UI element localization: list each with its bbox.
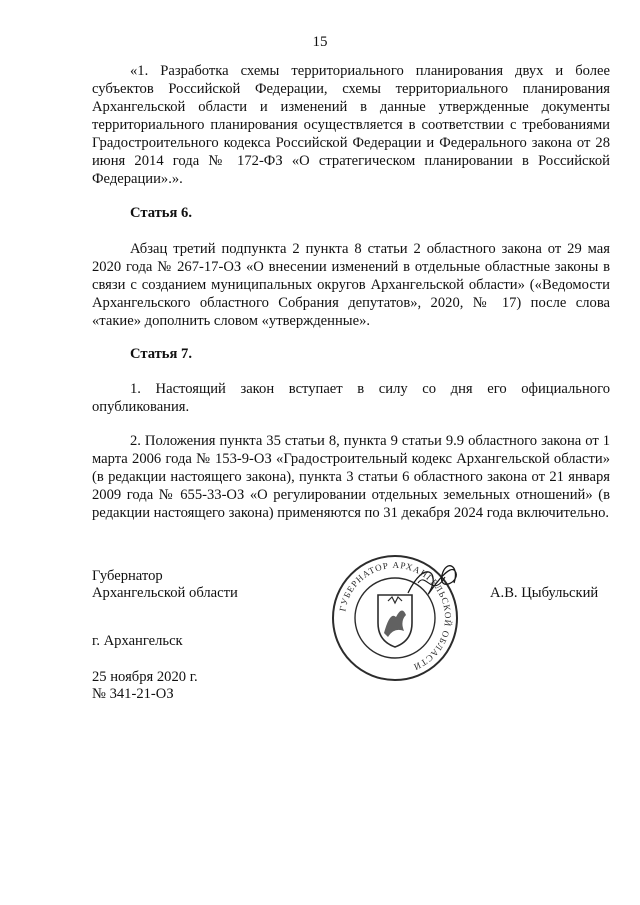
page-number: 15 [312, 34, 328, 50]
paragraph-article-7-item-1: 1. Настоящий закон вступает в силу со дня его официального опубликования. [92, 381, 610, 415]
signatory-title-line-2: Архангельской области [92, 585, 238, 601]
law-number: № 341-21-ОЗ [92, 686, 174, 702]
heading-article-7: Статья 7. [130, 346, 192, 362]
paragraph-amendment-text: «1. Разработка схемы территориального планирования двух и более субъектов Российской Федерации, схемы территориального планирования Архангельской области и изменений в данные утвержденные документы территориального планирования осуществляется в соответствии с требованиями Градостроительного кодекса Российской Федерации и Федерального закона от 28 июня 2014 года № 172-ФЗ «О стратегическом планировании в Российской Федерации».». [92, 63, 610, 187]
city: г. Архангельск [92, 633, 183, 649]
law-date: 25 ноября 2020 г. [92, 669, 198, 685]
heading-article-6: Статья 6. [130, 205, 192, 221]
signatory-title-line-1: Губернатор [92, 568, 163, 584]
paragraph-article-6: Абзац третий подпункта 2 пункта 8 статьи 2 областного закона от 29 мая 2020 года № 267-17-ОЗ «О внесении изменений в отдельные областные законы в связи с созданием муниципальных округов Архангельской области» («Ведомости Архангельского областного Собрания депутатов», 2020, № 17) после слова «такие» дополнить словом «утвержденные». [92, 241, 610, 329]
official-seal-icon [330, 553, 460, 683]
paragraph-article-7-item-2: 2. Положения пункта 35 статьи 8, пункта 9 статьи 9.9 областного закона от 1 марта 2006 года № 153-9-ОЗ «Градостроительный кодекс Архангельской области» (в редакции настоящего закона), пункта 3 статьи 6 областного закона от 21 января 2009 года № 655-33-ОЗ «О регулировании отдельных земельных отношений» (в редакции настоящего закона) применяются по 31 декабря 2024 года включительно. [92, 433, 610, 521]
signatory-name: А.В. Цыбульский [490, 585, 599, 601]
svg-text:ГУБЕРНАТОР АРХАНГЕЛЬСКОЙ ОБЛАС: ГУБЕРНАТОР АРХАНГЕЛЬСКОЙ ОБЛАСТИ [337, 559, 454, 673]
